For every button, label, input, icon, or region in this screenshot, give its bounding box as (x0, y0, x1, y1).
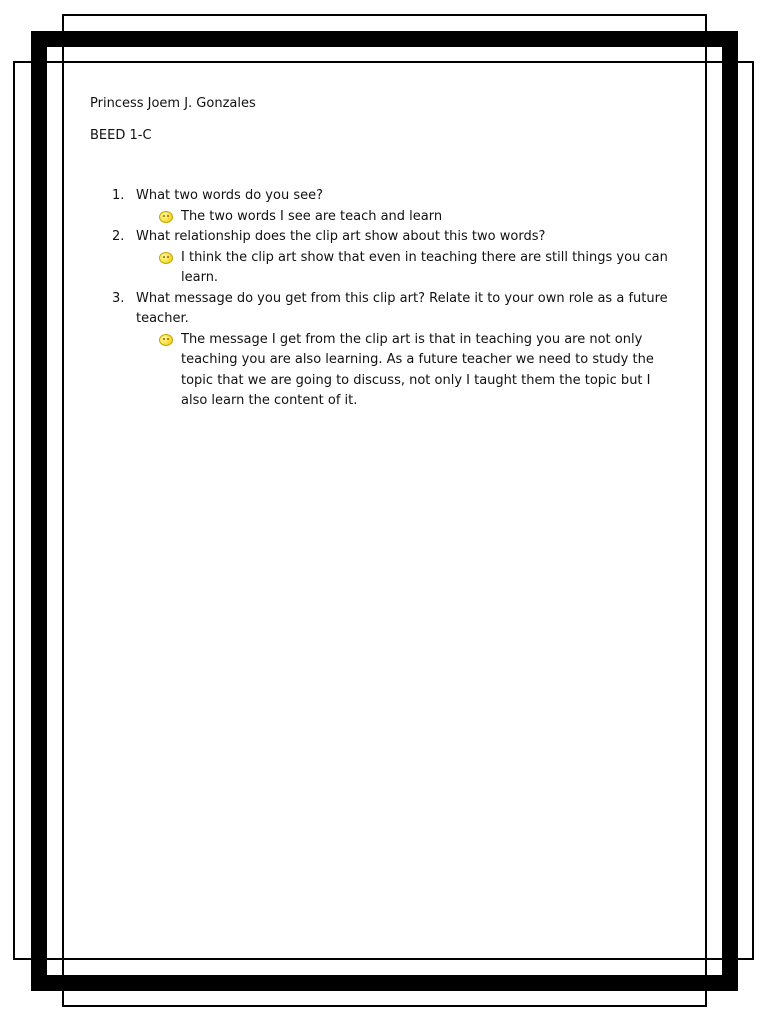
question-text: What two words do you see? (136, 188, 323, 203)
answer-text: The two words I see are teach and learn (181, 208, 443, 224)
question-number: 3. (112, 290, 125, 306)
answer-text: The message I get from the clip art is that in teaching you are not only teaching you are also learning. As a future teacher we need to study the topic that we are going to discuss, not only I taught them the topic but I also learn the content of it. (181, 331, 654, 408)
question-item (90, 289, 680, 412)
answer-row (136, 248, 680, 289)
author-name: Princess Joem J. Gonzales (90, 96, 256, 111)
question-text: What relationship does the clip art show about this two words? (136, 229, 546, 244)
course-section: BEED 1-C (90, 127, 152, 143)
smiley-face-icon (159, 334, 173, 346)
answer-row (136, 207, 680, 228)
smiley-face-icon (159, 252, 173, 264)
question-number: 1. (112, 188, 125, 203)
answer-row (136, 330, 680, 412)
question-list (90, 186, 680, 412)
document-body (90, 94, 680, 412)
question-item (90, 227, 680, 289)
answer-text: I think the clip art show that even in teaching there are still things you can learn. (181, 249, 668, 285)
smiley-face-icon (159, 211, 173, 223)
question-text: What message do you get from this clip art? Relate it to your own role as a future teacher. (136, 290, 668, 326)
question-item (90, 186, 680, 227)
question-number: 2. (112, 229, 125, 244)
